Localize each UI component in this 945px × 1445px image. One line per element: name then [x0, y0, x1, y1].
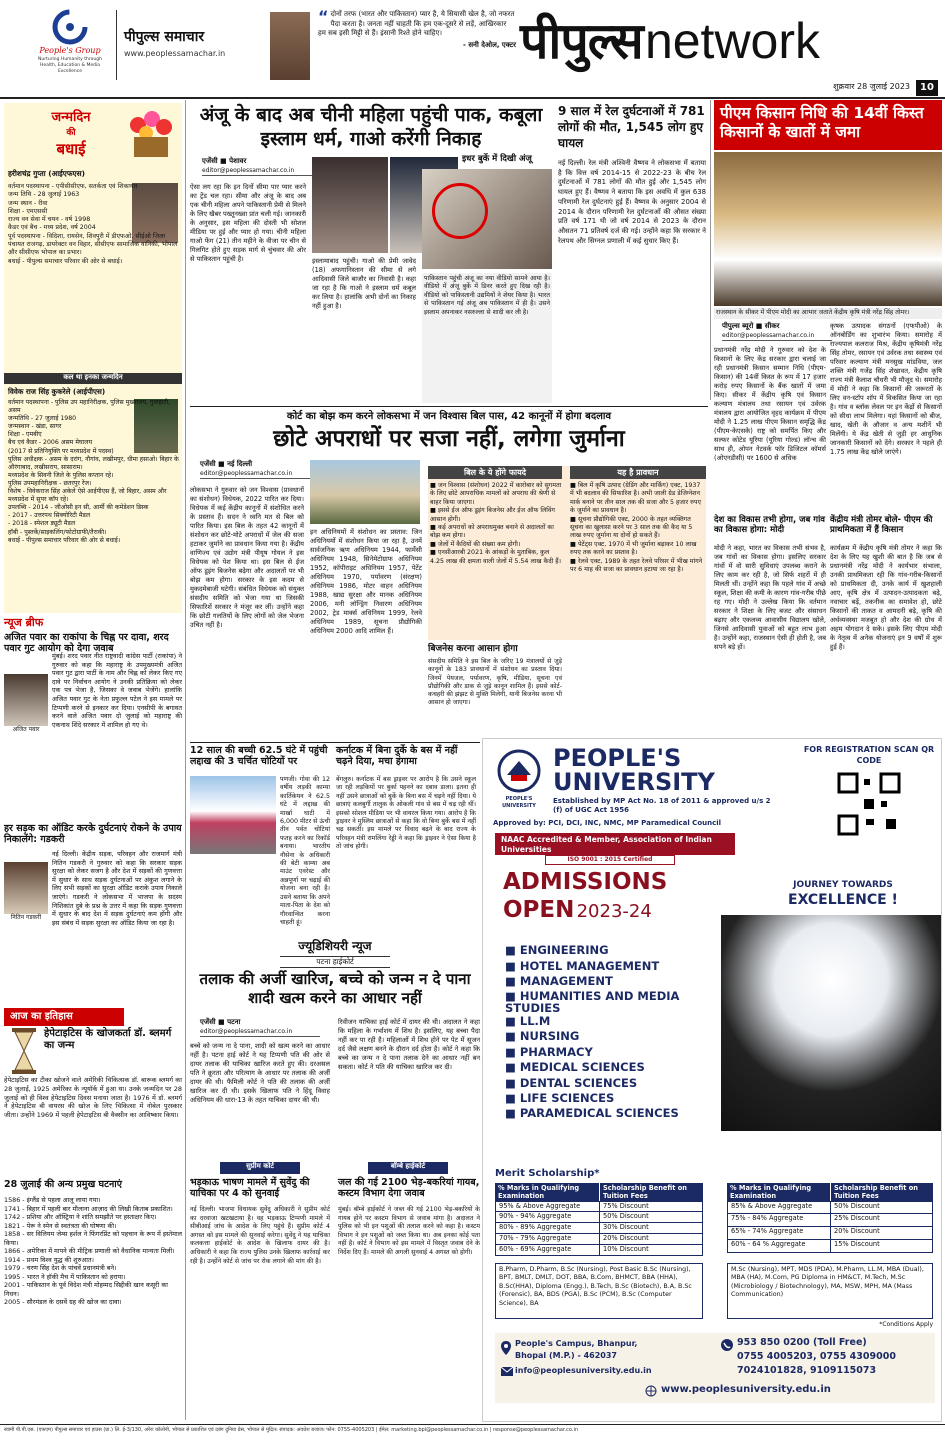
col-a: % Marks in Qualifying Examination — [730, 1184, 812, 1200]
table-row — [727, 1214, 933, 1227]
benefit-item: ■ एनसीआरबी 2021 के आंकड़ों के मुताबिक, कुल 4.25 लाख की क्षमता वाली जेलों में 5.54 लाख कैदी हैं। — [430, 549, 562, 565]
merit-head: Merit Scholarship* — [495, 1168, 600, 1179]
aaj-itihas-text: हेपेटाइटिस का टीका खोजने वाले अमेरिकी चिकित्सक डॉ. बारूक ब्लमर्ग का 28 जुलाई, 1925 अमेरिका के न्यूयॉर्क में हुआ था। उनके जन्मदिन पर 28 जुलाई को ही विश्व हेपेटाइटिस दिवस मनाया जाता है। 1976 में डॉ. ब्लमर्ग ने हेपेटाइटिस बी वायरस की खोज के लिए चिकित्सा में नोबेल पुरस्कार जीता। उन्होंने 1969 में पहली हेपेटाइटिस बी वैक्सीन का आविष्कार किया। — [4, 1076, 182, 1120]
event-item: 1914 - प्रथम विश्व युद्ध की शुरुआत। — [4, 1255, 94, 1264]
pmkisan-desh-head: देश का विकास तभी होगा, जब गांव का विकास होगा: मोदी — [714, 515, 826, 535]
course-item: ■ MEDICAL SCIENCES — [505, 1060, 645, 1074]
table-row — [727, 1240, 933, 1253]
title-eng: network — [644, 13, 821, 69]
aaj-itihas-head: हेपेटाइटिस के खोजकर्ता डॉ. ब्लमर्ग का जन्म — [44, 1028, 172, 1051]
event-item: 1979 - चरण सिंह देश के पांचवें प्रधानमंत्री बने। — [4, 1264, 117, 1272]
ad-phone1[interactable]: 953 850 0200 (Toll Free) — [737, 1337, 867, 1348]
rail-text: नई दिल्ली। रेल मंत्री अश्विनी वैष्णव ने लोकसभा में बताया है कि वित्त वर्ष 2014-15 से 2022-23 के बीच रेल दुर्घटनाओं में 781 लोगों की मौत हुई और 1,545 लोग घायल हुए हैं। वैष्णव ने बताया कि इस अवधि में कुल 638 परिणामी रेल दुर्घटनाएं हुई हैं। वैष्णव के अनुसार 2004 से 2014 के दौरान परिणामी रेल दुर्घटनाओं की औसत संख्या प्रति वर्ष 171 थी जो वर्ष 2014 से 2023 के दौरान औसतन 71 प्रतिवर्ष दर्ज की गई। उन्होंने कहा कि सरकार ने रेलपथ और सिग्नल प्रणाली में कई सुधार किए हैं। — [558, 159, 706, 245]
course-label: DENTAL SCIENCES — [519, 1075, 638, 1090]
qr-panel — [803, 745, 935, 875]
judiciary-headline: तलाक की अर्जी खारिज, बच्चे को जन्म न दे पाना शादी खत्म करने का आधार नहीं — [199, 970, 471, 1007]
quote-box — [318, 7, 516, 88]
ajit-pawar-photo-box — [4, 674, 48, 736]
birthday-person1-name: हरीशचंद्र गुप्ता (आईएफएस) — [8, 169, 86, 178]
judiciary-byline: एजेंसी ■ पटना — [200, 1018, 241, 1026]
benefit-item: ■ कई अपराधों को अपराधमुक्त बनाने से अदालतों का बोझ कम होगा। — [430, 524, 554, 540]
scholarship-table-pg — [727, 1183, 933, 1253]
sunny-deol-photo — [270, 12, 310, 80]
news-brief-label: न्यूज ब्रीफ — [4, 616, 44, 629]
table-header — [495, 1183, 703, 1201]
parliament-photo — [310, 460, 420, 524]
pmkisan-tomar-head: केंद्रीय मंत्री तोमर बोले- पीएम की प्राथमिकता में हैं किसान — [830, 515, 933, 535]
course-item: ■ HUMANITIES AND MEDIA STUDIES — [505, 988, 680, 1015]
provision-list — [570, 482, 704, 638]
group-logo-icon — [51, 8, 89, 46]
table-cell: 30% Discount — [599, 1223, 702, 1233]
table-cell: 90% - 94% Aggregate — [499, 1212, 572, 1220]
modi-tomar-photo — [714, 152, 942, 306]
scholarship-table-ug — [495, 1183, 703, 1256]
table-cell: 70% - 79% Aggregate — [499, 1234, 572, 1242]
girl-text: पणजी। गोवा की 12 वर्षीय लड़की काम्या कार्तिकेयन ने 62.5 घंटे में लद्दाख की मार्खा घाटी में 6,000 मीटर से ऊंची तीन पर्वत चोटियां फतह करने का रिकॉर्ड बनाया। भारतीय नौसेना के अधिकारी की बेटी काम्या अब माउंट एवरेस्ट और अन्नपूर्णा पर चढ़ाई की योजना बना रही है। उसने बताया कि अपने माता-पिता के देश को गौरवान्वित करना चाहती हूं। — [280, 776, 331, 926]
birthday-title — [26, 109, 116, 159]
highlight-circle — [432, 183, 488, 239]
col-a: % Marks in Qualifying Examination — [498, 1184, 580, 1200]
events-head: 28 जुलाई की अन्य प्रमुख घटनाएं — [4, 1179, 122, 1190]
anju-headline: अंजू के बाद अब चीनी महिला पहुंची पाक, कबूला इस्लाम धर्म, गाओ करेंगी निकाह — [199, 104, 543, 150]
ad-title2: UNIVERSITY — [553, 768, 715, 796]
ad-admissions: ADMISSIONS — [503, 869, 668, 895]
table-cell: 75% - 84% Aggregate — [731, 1214, 804, 1222]
provision-item: ■ पेटेंट्स एक्ट, 1970 में भी जुर्माना बढ़ाकर 10 लाख रुपए तक करने का प्रस्ताव है। — [570, 540, 697, 557]
ad-est: Established by MP Act No. 18 of 2011 & approved u/s 2 (f) of UGC Act 1956 — [553, 797, 771, 815]
masthead-rule — [0, 97, 945, 99]
table-row — [727, 1227, 933, 1240]
news-brief-section — [4, 616, 182, 1006]
sc-headline: भड़काऊ भाषण मामले में सुवेंदु की याचिका पर 4 को सुनवाई — [190, 1177, 310, 1199]
table-cell: 60% - 69% Aggregate — [499, 1245, 572, 1253]
table-row — [727, 1201, 933, 1214]
ajit-pawar-caption: अजित पवार — [12, 726, 40, 733]
ad-open: OPEN — [503, 897, 575, 923]
pmkisan-col2: कृषक उत्पादक संगठनों (एफपीओ) के ऑनबोर्डिंग का शुभारंभ किया। समारोह में राज्यपाल कलराज मिश्र, केंद्रीय कृषिमंत्री नरेंद्र सिंह तोमर, रसायन एवं उर्वरक तथा स्वास्थ्य एवं परिवार कल्याण मंत्री मनसुख मांडविया, जल शक्ति मंत्री गजेंद्र सिंह शेखावत, केंद्रीय कृषि राज्य मंत्री कैलाश चौधरी भी मौजूद थे। समारोह में मोदी ने कहा कि किसानों की जरूरतों के लिए वन-स्टॉप शॉप में विकसित किया जा रहा है। गांव व ब्लॉक लेवल पर इन केंद्रों से किसानों को सीधा लाभ मिलेगा। यहां किसानों को बीज, खाद, खेती के औजार व अन्य मशीनें भी मिलेंगी। ये केंद्र खेती से जुड़ी हर आधुनिक जानकारी किसानों को देंगे। सरकार ने पहले ही 1.75 लाख केंद्र खोले जाएंगे। — [830, 322, 942, 456]
graduates-photo — [721, 915, 941, 1131]
phone-icon — [721, 1339, 733, 1351]
benefit-box-head: बिल के ये होंगे फायदे — [428, 466, 562, 479]
pmkisan-tomar-text: कार्यक्रम में केंद्रीय कृषि मंत्री तोमर ने कहा कि देश के लिए यह खुशी की बात है कि जब से प्रधानमंत्री नरेंद्र मोदी ने कार्यभार संभाला, उनकी प्राथमिकता रही कि गांव-गरीब-किसानों को प्राथमिकता दी, उनके कार्य में खुशहाली आए, कृषि क्षेत्र में उत्पादन-उत्पादकता बढ़े, नवाचार बढ़ें, तकनीक का समावेश हो, छोटे किसानों की ताकत व आमदनी बढ़े, कृषि की अर्थव्यवस्था मजबूत हो और देश की ग्रोथ में अहम योगदान दे सके। इसके लिए पीएम मोदी के नेतृत्व में अनेक योजनाएं इन 9 वर्षों में शुरू हुई हैं। — [830, 544, 942, 651]
girl-story — [190, 745, 331, 926]
page-number: 10 — [916, 80, 938, 96]
ad-addr1: People's Campus, Bhanpur, — [515, 1339, 638, 1348]
course-label: LL.M — [519, 1013, 551, 1028]
ad-addr2: Bhopal (M.P.) - 462037 — [515, 1351, 617, 1360]
events-list — [4, 1196, 182, 1422]
quote-icon: “ — [318, 7, 329, 26]
col-b: Scholarship Benefit on Tuition Fees — [599, 1183, 703, 1201]
table-cell: 65% - 74% Aggregate — [731, 1227, 804, 1235]
course-label: PARAMEDICAL SCIENCES — [519, 1105, 679, 1120]
table-cell: 85% & Above Aggregate — [731, 1202, 813, 1210]
footer-imprint: स्वामी पी.पी.एस. (एफएम) पीपुल्स समाचार एवं हाउस (प्रा.) लि. ई-3/130, अरेरा कॉलोनी, भोपाल से प्रकाशित एवं दबंग दुनिया प्रेस, भोपाल से मुद्रित। संपादक: अवधेश बजाज। फोन: 0755-4005203 | ईमेल: marketing.bpl@peoplessamachar.co.in | response@peoplessamachar.co.in — [4, 1427, 579, 1433]
judiciary-section — [190, 938, 480, 1422]
globe-icon — [645, 1385, 657, 1397]
anju-email: editor@peoplessamachar.co.in — [202, 167, 312, 176]
table-row — [495, 1245, 703, 1256]
jan-kicker: कोर्ट का बोझ कम करने लोकसभा में जन विश्वास बिल पास, 42 कानूनों में होगा बदलाव — [286, 411, 612, 422]
rail-headline: 9 साल में रेल दुर्घटनाओं में 781 लोगों की मौत, 1,545 लोग हुए घायल — [558, 104, 705, 150]
course-label: MANAGEMENT — [519, 974, 613, 988]
ad-excellence: EXCELLENCE ! — [788, 892, 898, 909]
table-cell: 60% - 64 % Aggregate — [731, 1240, 806, 1248]
footer-rule — [0, 1424, 945, 1425]
benefit-item: ■ जन विश्वास (संशोधन) 2022 में कारोबार को सुगमता के लिए छोटे आपराधिक मामलों को अपराध की श्रेणी से बाहर किया जाएगा। — [430, 482, 562, 506]
aaj-itihas-section — [4, 1008, 182, 1422]
benefit-list — [430, 482, 562, 638]
anju-col1: ऐसा लग रहा कि इन दिनों सीमा पार प्यार करने का ट्रेंड चल रहा। सीमा और अंजू के बाद अब एक चीनी महिला अपने पाकिस्तानी प्रेमी से मिलने के लिए खैबर पख्तूनख्वा प्रांत चली गई। जानकारी के अनुसार, इस महिला की दोस्ती भी सोशल मीडिया पर हुई और प्यार हो गया। चीनी महिला गाओ फेंग (21) तीन महीने के वीजा पर चीन से गिलगिट होते हुए सड़क मार्ग से चुंचवार की ओर से पाकिस्तान पहुंची है। — [190, 183, 306, 263]
course-item: ■ MANAGEMENT — [505, 974, 613, 988]
ad-mail[interactable]: info@peoplesuniversity.edu.in — [515, 1366, 652, 1375]
jan-story — [190, 410, 708, 740]
pmkisan-story — [714, 100, 942, 735]
karnataka-text: बेंगलुरु। कर्नाटक में बस ड्राइवर पर आरोप है कि उसने स्कूल जा रही लड़कियों पर बुर्का पहनने का दबाव डाला। इतना ही नहीं उसने छात्राओं को बुर्के के बिना बस में चढ़ने नहीं दिया। ये छात्राएं कलबुर्गी तालुक के ओकली गांव से बस में चढ़ रही थीं। इसको सोशल मीडिया पर भी वायरल किया गया। आरोप है कि ड्राइवर ने मुस्लिम छात्राओं से कहा कि वो बिना बुर्के बस में नहीं चढ़ सकतीं। इस मामले पर विवाद बढ़ने के बाद राज्य के परिवहन मंत्री रामलिंगा रेड्डी ने कहा कि ड्राइवर ने ऐसा किया है तो जांच होगी। — [336, 776, 476, 851]
qr-code-icon[interactable] — [836, 771, 902, 837]
university-crest-icon — [497, 749, 541, 793]
event-item: 1741 - बिहार में पहली बार मौलाना आज़ाद की लिखी किताब प्रकाशित। — [4, 1204, 173, 1213]
ad-conditions: *Conditions Apply — [879, 1321, 933, 1328]
birthday-title-line3: बधाई — [56, 139, 86, 158]
anju-col2: इस्लामाबाद पहुंची। गाओ की प्रेमी जावेद (18) अफगानिस्तान की सीमा से लगे आदिवासी जिले बाजौर का निवासी है। कहा जा रहा है कि गाओ ने इस्लाम धर्म कबूल कर लिया है। हालांकि अभी दोनों का निकाह नहीं हुआ है। — [312, 257, 416, 310]
provision-item: ■ रेलवे एक्ट, 1989 के तहत रेलवे परिसर में भीख मांगने पर 6 माह की सजा का प्रावधान हटाया जा रहा है। — [570, 557, 703, 574]
ad-naac: NAAC Accredited & Member, Association of Indian Universities — [495, 833, 735, 855]
left-col-rule — [185, 100, 186, 1420]
event-item: 2001 - पाकिस्तान के पूर्व विदेश मंत्री मोहम्मद सिद्दीकी खान कसूरी का निधन। — [4, 1281, 168, 1298]
birthday-title-line1: जन्मदिन — [51, 110, 91, 125]
course-label: HUMANITIES AND MEDIA STUDIES — [505, 988, 680, 1015]
ad-logo — [491, 749, 547, 809]
birthday-person2-text: वर्तमान पदस्थापना - पुलिस उप महानिरीक्षक, पुलिस मुख्यालय, गुवाहाटी, असम जन्मतिथि - 27 जुलाई 1980 जन्मस्थान - खंडा, सागर शिक्षा - एमबीए बैच एवं कैडर - 2006 असम मेघालय (2017 से प्रतिनियुक्ति पर मध्यप्रदेश में पदस्थ) पुलिस अधीक्षक - असम के दरांग, नौगांव, लखीमपुर, धीमा हसाओ। बिहार के औरंगाबाद, लखीसराय, सासाराम। मध्यप्रदेश के सिवनी जिले के पुलिस कप्तान रहे। पुलिस उपमहानिरीक्षक - छतरपुर रेंज। विशेष - विवेकराज सिंह अकेले ऐसे आईपीएस हैं, जो बिहार, असम और मध्यप्रदेश में सुपर कॉप रहे। उपलब्धि - 2014 - जीओसी इन सी, आर्मी की कमेडेशन डिस्क - 2017 - उत्तरपथ सिक्योरिटी मैडल - 2018 - स्पेशल ड्यूटी मैडल हॉबी - पुस्तकें/साइकलिंग/फोटोग्राफी/तैराकी। बधाई - पीपुल्स समाचार परिवार की ओर से बधाई। — [8, 399, 179, 544]
pmkisan-byline: पीपुल्स ब्यूरो ■ सीकर — [722, 322, 780, 330]
jan-rule-top — [190, 406, 708, 407]
birthday-banner — [4, 103, 182, 165]
ad-journey: JOURNEY TOWARDS — [793, 880, 893, 890]
col-b: Scholarship Benefit on Tuition Fees — [830, 1183, 933, 1201]
courses-ug: B.Pharm, D.Pharm, B.Sc (Nursing), Post Basic B.Sc (Nursing), BPT, BMLT, DMLT, DOT, BBA, B.Com, BHMCT, BBA (HHA), B.Sc(HHA), Diploma (Engg.), B.Tech, B.Sc (Biotech), B.A, B.Sc (Forensic), BA, BDS (PGA), B.Sc (PCM), B.Sc (Computer Science), BA — [495, 1263, 703, 1319]
course-item: ■ DENTAL SCIENCES — [505, 1075, 638, 1090]
group-name: People's Group — [39, 46, 101, 55]
provision-head: यह है प्रावधान — [570, 466, 706, 479]
table-cell: 20% Discount — [599, 1234, 702, 1244]
event-item: 1995 - भारत ने हॉकी मैच में पाकिस्तान को हराया। — [4, 1272, 126, 1281]
masthead-divider — [116, 10, 117, 80]
admissions-block — [503, 869, 723, 939]
table-cell: 50% Discount — [830, 1202, 932, 1213]
pmkisan-desh-text: मोदी ने कहा, भारत का विकास तभी संभव है, जब गांवों का विकास होगा। इसलिए सरकार गांवों में वो सारी सुविधाएं उपलब्ध कराने के लिए काम कर रही है, जो सिर्फ शहरों में ही मिलती थीं। उन्होंने कहा कि पहले गांव में अच्छे स्कूल, शिक्षा की कमी के कारण गांव-गरीब पीछे रह गए। मोदी ने उल्लेख किया कि वर्तमान सरकार ने शिक्षा के लिए बजट और संसाधन बढ़ाए और एकलव्य आवासीय विद्यालय खोले, जिनसे आदिवासी युवाओं को बहुत लाभ हुआ है। उन्होंने कहा, राजस्थान ऐसी ही होती है, जब सपने बड़े हों। — [714, 544, 826, 651]
course-list — [505, 943, 725, 1163]
brand-logo — [124, 28, 264, 78]
sc-tag: सुप्रीम कोर्ट — [220, 1162, 300, 1174]
table-row — [495, 1234, 703, 1245]
course-label: PHARMACY — [519, 1044, 593, 1059]
bhc-text: मुंबई। बॉम्बे हाईकोर्ट ने जब्त की गई 2100 भेड़-बकरियों के गायब होने पर कस्टम विभाग से जवाब मांगा है। अदालत ने पुलिस को भी इन पशुओं की तलाश करने को कहा है। कस्टम विभाग ने इन पशुओं को जब्त किया था। अब इनका कोई पता नहीं है। कोर्ट ने विभाग को इस मामले में विस्तृत जवाब देने के निर्देश दिए हैं। मामले की अगली सुनवाई 4 अगस्त को होगी। — [338, 1206, 480, 1256]
jan-email: editor@peoplessamachar.co.in — [200, 470, 320, 479]
paper-title — [520, 8, 940, 80]
ad-phone2[interactable]: 0755 4005203, 0755 4309000 — [737, 1351, 896, 1362]
brand-website[interactable]: www.peoplessamachar.in — [124, 48, 226, 58]
event-item: 1858 - सर विलियम जेम्स हर्शल ने फिंगरप्रिंट को पहचान के रूप में इस्तेमाल किया। — [4, 1230, 182, 1247]
pmkisan-headline: पीएम किसान निधि की 14वीं किस्त किसानों के खातों में जमा — [714, 100, 942, 150]
course-label: MEDICAL SCIENCES — [519, 1060, 645, 1074]
judiciary-label: ज्यूडिशियरी न्यूज — [298, 939, 372, 953]
course-label: ENGINEERING — [519, 943, 609, 957]
course-label: LIFE SCIENCES — [519, 1091, 615, 1105]
quote-author: - सनी देओल, एक्टर — [462, 40, 516, 49]
course-item: ■ LIFE SCIENCES — [505, 1091, 615, 1105]
table-cell: 50% Discount — [599, 1212, 702, 1222]
ad-title1: PEOPLE'S — [553, 744, 682, 772]
gadkari-caption: नितिन गडकरी — [10, 914, 42, 921]
location-icon — [501, 1341, 511, 1355]
brand-name: पीपुल्स समाचार — [124, 29, 205, 45]
birthday-person2-name: विवेक राज सिंह कुकरेले (आईपीएस) — [8, 387, 106, 396]
course-item: ■ NURSING — [505, 1029, 580, 1043]
jan-byline: एजेंसी ■ नई दिल्ली — [200, 460, 253, 468]
masthead — [0, 0, 945, 98]
sc-text: नई दिल्ली। भाजपा विधायक सुवेंदु अधिकारी ने सुप्रीम कोर्ट का दरवाजा खटखटाया है। वह भड़काऊ टिप्पणी मामले में सीबीआई जांच के आदेश के लिए पहुंचे हैं। सुप्रीम कोर्ट 4 अगस्त को इस मामले की सुनवाई करेगा। सुवेंदु ने यह याचिका कलकत्ता हाईकोर्ट के आदेश के खिलाफ दायर की है। अधिकारी ने कहा कि राज्य पुलिस उनके खिलाफ कार्रवाई कर रही है। उन्होंने कोर्ट से जांच पर रोक लगाने की मांग की है। — [190, 1206, 330, 1265]
jan-col1: लोकसभा ने गुरुवार को जन विश्वास (प्रावधानों का संशोधन) विधेयक, 2022 पारित कर दिया। विधेयक में कई केंद्रीय कानूनों में संशोधित करने के प्रस्ताव हैं। सदन ने ध्वनि मत से बिल को पारित किया। इस बिल के तहत 42 कानूनों में संशोधन कर छोटे-मोटे अपराधों में जेल की सजा हटाकर जुर्माने का प्रावधान किया गया है। केंद्रीय वाणिज्य एवं उद्योग मंत्री पीयूष गोयल ने इस विधेयक को पेश किया था। इस बिल से ईज ऑफ डूइंग बिजनेस बढ़ेगा और अदालतों पर भी बोझ कम होगा। सरकार के इस कदम से मुकदमेबाजी घटेगी। संबंधित विधेयक को संयुक्त संसदीय समिति को भेजा गया था जिसकी सिफारिशें सरकार ने मंजूर कर लीं। उन्होंने कहा कि छोटी गलतियों के लिए लोगों को जेल भेजना उचित नहीं है। — [190, 486, 304, 629]
event-item: 1742 - प्रशिया और ऑस्ट्रिया ने शांति समझौते पर हस्ताक्षर किए। — [4, 1213, 157, 1221]
jan-col2: इन अधिनियमों में संशोधन का प्रस्ताव: जिन अधिनियमों में संशोधन किया जा रहा है, उनमें सार्वजनिक ऋण अधिनियम 1944, फार्मेसी अधिनियम 1948, सिनेमेटोग्राफ अधिनियम 1952, कॉपीराइट अधिनियम 1957, पेटेंट अधिनियम 1970, पर्यावरण (संरक्षण) अधिनियम 1986, मोटर वाहन अधिनियम 1988, खाद्य सुरक्षा और मानक अधिनियम 2006, मनी लॉन्ड्रिंग निवारण अधिनियम 2002, ट्रेड मार्क्स अधिनियम 1999, रेलवे अधिनियम 1989, सूचना प्रौद्योगिकी अधिनियम 2000 आदि शामिल हैं। — [310, 528, 422, 635]
table-row — [495, 1223, 703, 1234]
girl-headline: 12 साल की बच्ची 62.5 घंटे में पहुंची लद्दाख की 3 चर्चित चोटियों पर — [190, 745, 328, 767]
judiciary-col2: रिवीजन याचिका हाई कोर्ट में दायर की थी। अदालत ने कहा कि महिला के गर्भाशय में शिथ है। इसलिए, यह बच्चा पैदा नहीं कर पा रही है। महिलाओं में शिथ होने पर पेट में सूजन दर्द जैसे लक्षण बनने के दौरान दर्द होता है। कोर्ट ने कहा कि बच्चे का जन्म न दे पाना तलाक देने का आधार नहीं बन सकता। कोर्ट ने पति की याचिका खारिज कर दी। — [338, 1018, 480, 1071]
anju-caption: पाकिस्तान पहुंची अंजू का नया वीडियो सामने आया है। वीडियो में अंजू बुर्के में डिनर करते हुए दिख रही है। वीडियो को पाकिस्तानी उद्यमियों ने शेयर किया है। भारत से पाकिस्तान गई अंजू अब पाकिस्तान में ही है। उसने इस्लाम अपनाकर नसरुल्ला से शादी कर ली है। — [422, 273, 552, 403]
event-item: 1866 - अमेरिका में मापने की मीट्रिक प्रणाली को वैधानिक मान्यता मिली। — [4, 1247, 175, 1255]
event-item: 1821 - पेरू ने स्पेन से स्वतंत्रता की घोषणा की। — [4, 1221, 117, 1230]
ad-year: 2023-24 — [576, 901, 652, 922]
course-label: HOTEL MANAGEMENT — [519, 958, 660, 973]
kal-heading: कल था इनका जन्मदिन — [4, 373, 182, 384]
benefit-item: ■ इससे ईज ऑफ डूइंग बिजनेस और ईज ऑफ लिविंग आसान होगी। — [430, 507, 555, 523]
anju-sub: इधर बुर्के में दिखी अंजू — [462, 154, 532, 164]
provision-item: ■ सूचना प्रौद्योगिकी एक्ट, 2000 के तहत व्यक्तिगत सूचना का खुलासा करने पर 3 साल तक की कैद या 5 लाख रुपए जुर्माना या दोनों हो सकते हैं। — [570, 515, 693, 540]
bhc-tag: बॉम्बे हाईकोर्ट — [368, 1162, 448, 1174]
table-header — [727, 1183, 933, 1201]
course-label: NURSING — [519, 1029, 580, 1043]
judiciary-email: editor@peoplessamachar.co.in — [200, 1028, 320, 1037]
birthday-title-line2: की — [66, 127, 76, 138]
mid-rule — [190, 742, 480, 743]
news-brief-headline2: हर सड़क का ऑडिट करके दुर्घटनाएं रोकने के उपाय निकालेंगे: गडकरी — [4, 823, 182, 845]
course-item: ■ PARAMEDICAL SCIENCES — [505, 1105, 679, 1120]
news-brief-text1: मुंबई। शरद पवार नीत राष्ट्रवादी कांग्रेस पार्टी (राकांपा) ने गुरुवार को कहा कि महाराष्ट्र के उपमुख्यमंत्री अजित पवार गुट द्वारा पार्टी के नाम और चिह्न को लेकर किए गए दावे पर निर्वाचन आयोग ने उनकी प्रतिक्रिया को लेकर एक पत्र भेजा है, जिसका वे जवाब भेजेंगे। हालांकि अजित पवार गुट के नेता प्रफुल्ल पटेल ने इस मामले पर टिप्पणी करने से इनकार कर दिया। एनसीपी के बगावत करने वाले अजित पवार दो जुलाई को महाराष्ट्र की एकनाथ शिंदे सरकार में शामिल हो गए थे। — [52, 652, 182, 729]
birthday-person1-text: वर्तमान पदस्थापना - एपीसीसीएफ, सतर्कता एवं शिकायत जन्म तिथि - 28 जुलाई 1963 जन्म स्थान - रीवा शिक्षा - एमएससी राज्य वन सेवा में चयन - वर्ष 1998 कैडर एवं बैच - मध्य प्रदेश, वर्ष 2004 पूर्व पदस्थापना - विदिशा, रायसेन, शिवपुरी में डीएफओ, सीईओ जिला पंचायत राजगढ़, डायरेक्टर वन विहार, सीसीएफ सामाजिक वानिकी, भोपाल और सीसीएफ भोपाल का प्रभार। बधाई - पीपुल्स समाचार परिवार की ओर से बधाई। — [8, 183, 178, 265]
table-cell: 95% & Above Aggregate — [499, 1202, 581, 1210]
table-row — [495, 1212, 703, 1223]
bhc-headline: जल की गई 2100 भेड़-बकरियां गायब, कस्टम विभाग देगा जवाब — [338, 1177, 480, 1199]
jan-headline: छोटे अपराधों पर सजा नहीं, लगेगा जुर्माना — [273, 425, 625, 452]
benefit-box — [428, 466, 706, 640]
biz-head: बिजनेस करना आसान होगा — [428, 644, 518, 654]
ad-iso: ISO 9001 : 2015 Certified — [545, 855, 675, 865]
journey-block — [753, 879, 933, 910]
courses-pg: M.Sc (Nursing), MPT, MDS (PDA), M.Pharm, LL.M, MBA (Dual), MBA (HA), M.Com, PG Diploma in HM&CT, M.Tech, M.Sc (Microbiology / Biotechnology), MA, MSW, MPH, MA (Mass Communication) — [727, 1263, 933, 1319]
table-cell: 80% - 89% Aggregate — [499, 1223, 572, 1231]
event-item: 2005 - सौरमंडल के दसवें ग्रह की खोज का दावा। — [4, 1298, 122, 1306]
date-line: शुक्रवार 28 जुलाई 2023 — [833, 82, 910, 91]
news-brief-headline1: अजित पवार का राकांपा के चिह्न पर दावा, शरद पवार गुट आयोग को देगा जवाब — [4, 631, 169, 654]
karnataka-headline: कर्नाटक में बिना दुर्के के बस में नहीं चढ़ने दिया, मचा हंगामा — [336, 745, 458, 767]
table-cell: 75% Discount — [599, 1202, 702, 1211]
hourglass-icon — [10, 1028, 38, 1074]
biz-text: संसदीय समिति ने इस बिल के जरिए 19 मंत्रालयों से जुड़े कानूनों के 183 प्रावधानों में संशोधन का प्रस्ताव दिया। जिनमें पेयजल, पर्यावरण, कृषि, मीडिया, सूचना एवं प्रौद्योगिकी और डाक से जुड़े कानून शामिल हैं। इससे कोर्ट-कचहरी की झंझट से मुक्ति मिलेगी, यानी बिजनेस करना भी आसान हो जाएगा। — [428, 658, 562, 707]
anju-story — [190, 103, 552, 405]
aaj-itihas-label: आज का इतिहास — [4, 1008, 124, 1026]
anju-burqa-photo — [422, 169, 552, 269]
table-cell: 10% Discount — [599, 1245, 702, 1255]
news-brief-text2: नई दिल्ली। केंद्रीय सड़क, परिवहन और राजमार्ग मंत्री नितिन गडकरी ने गुरुवार को कहा कि सरकार सड़क सुरक्षा को लेकर सजग है और देश में सड़कों की गुणवत्ता में सुधार के साथ सड़क दुर्घटनाओं पर अंकुश लगाने के लिए सभी सड़कों का सुरक्षा ऑडिट कराके उपाय निकाले जाएंगे। गडकरी ने लोकसभा में भाजपा के सदस्य निशिकांत दुबे के प्रश्न के उत्तर में कहा कि सड़क गुणवत्ता में सुधार के बाद देश में सड़क दुर्घटनाएं कम होंगी और इस संबंध में सड़क सुरक्षा का ऑडिट किया जा रहा है। — [52, 850, 182, 927]
title-hindi: पीपुल्स — [520, 12, 643, 70]
ad-web[interactable]: www.peoplesuniversity.edu.in — [661, 1384, 831, 1395]
pmkisan-caption: राजस्थान के सीकर में पीएम मोदी का आभार जताते केंद्रीय कृषि मंत्री नरेंद्र सिंह तोमर। — [714, 308, 942, 319]
university-ad[interactable] — [482, 738, 942, 1422]
karnataka-story — [336, 746, 476, 936]
table-cell: 20% Discount — [830, 1227, 932, 1239]
ad-reg-head: FOR REGISTRATION SCAN QR CODE — [803, 745, 935, 765]
gadkari-photo-box — [4, 862, 48, 924]
ad-approved: Approved by: PCI, DCI, INC, NMC, MP Paramedical Council — [493, 819, 722, 827]
quote-text: दोनों तरफ (भारत और पाकिस्तान) प्यार है, ये सियासी खेल है, जो नफरत पैदा करता है। जनता नहीं चाहती कि हम एक-दूसरे से लड़ें, आखिरकार हम सब इसी मिट्टी से हैं। इंसानी रिश्ते होने चाहिए। — [318, 10, 515, 37]
flower-basket-icon — [122, 107, 178, 163]
provision-item: ■ बिल में कृषि उत्पाद (ग्रेडिंग और मार्किंग) एक्ट, 1937 में भी बदलाव की सिफारिश है। अभी जाली ग्रेड डेजिग्नेशन मार्क बनाने पर तीन साल तक की सजा और 5 हजार रुपए के जुर्माने का प्रावधान है। — [570, 482, 702, 515]
contact-bar — [495, 1333, 935, 1403]
course-item: ■ HOTEL MANAGEMENT — [505, 958, 660, 973]
gadkari-photo — [4, 862, 48, 914]
rail-rule — [710, 100, 711, 400]
course-item: ■ ENGINEERING — [505, 943, 609, 957]
table-cell: 15% Discount — [830, 1240, 932, 1252]
chinese-woman-photo — [312, 157, 388, 253]
pmkisan-col1: प्रधानमंत्री नरेंद्र मोदी ने गुरुवार को देश के किसानों के लिए केंद्र सरकार द्वारा चलाई जा रही प्रधानमंत्री किसान सम्मान निधि (पीएम-किसान) की 14वीं किस्त के रूप में 17 हजार करोड़ रुपए किसानों के बैंक खातों में जमा किए। सीकर में केंद्रीय कृषि एवं किसान कल्याण मंत्रालय तथा रसायन एवं उर्वरक मंत्रालय द्वारा आयोजित वृहद कार्यक्रम में पीएम मोदी ने 1.25 लाख पीएम किसान समृद्धि केंद्र (पीएम-केएसके) राष्ट्र को समर्पित किए और सल्फर कोटेड यूरिया (यूरिया गोल्ड) लॉन्च की साथ ही, ओपन नेटवर्क फॉर डिजिटल कॉमर्स (ओएनडीसी) पर 1600 से अधिक — [714, 346, 826, 462]
table-cell: 25% Discount — [830, 1214, 932, 1226]
benefit-item: ■ जेलों में कैदियों की संख्या कम होगी। — [430, 540, 521, 548]
table-row — [495, 1201, 703, 1212]
ad-logo-text: PEOPLE'S UNIVERSITY — [502, 796, 536, 810]
course-item: ■ LL.M — [505, 1013, 551, 1028]
anju-byline: एजेंसी ■ पेशावर — [202, 157, 247, 165]
rail-story — [558, 103, 706, 405]
group-tagline: Nurturing Humanity through Health, Education & Media Excellence — [38, 56, 102, 74]
judiciary-col1: बच्चे को जन्म ना दे पाना, शादी को खत्म करने का आधार नहीं है। पटना हाई कोर्ट ने यह टिप्पणी पति की ओर से दायर तलाक की याचिका खारिज करते हुए की। दरअसल पति ने क्रूरता और परित्याग के आधार पर तलाक की अर्जी दायर की थी। फैमिली कोर्ट ने पति की तलाक की अर्जी खारिज कर दी थी। इसके खिलाफ पति ने हिंदू विवाह अधिनियम की धारा-13 के तहत याचिका दायर की थी। — [190, 1042, 330, 1104]
pmkisan-email: editor@peoplessamachar.co.in — [722, 332, 832, 341]
ad-phone3[interactable]: 7024101828, 9109115073 — [737, 1365, 877, 1376]
mail-icon — [501, 1367, 513, 1376]
birthday-section — [4, 103, 182, 613]
patna-hc-tag: पटना हाईकोर्ट — [280, 956, 390, 968]
course-item: ■ PHARMACY — [505, 1044, 593, 1059]
event-item: 1586 - इंग्लैंड से पहला आलू लाया गया। — [4, 1196, 101, 1204]
peoples-group-logo — [30, 8, 110, 90]
ajit-pawar-photo — [4, 674, 48, 726]
